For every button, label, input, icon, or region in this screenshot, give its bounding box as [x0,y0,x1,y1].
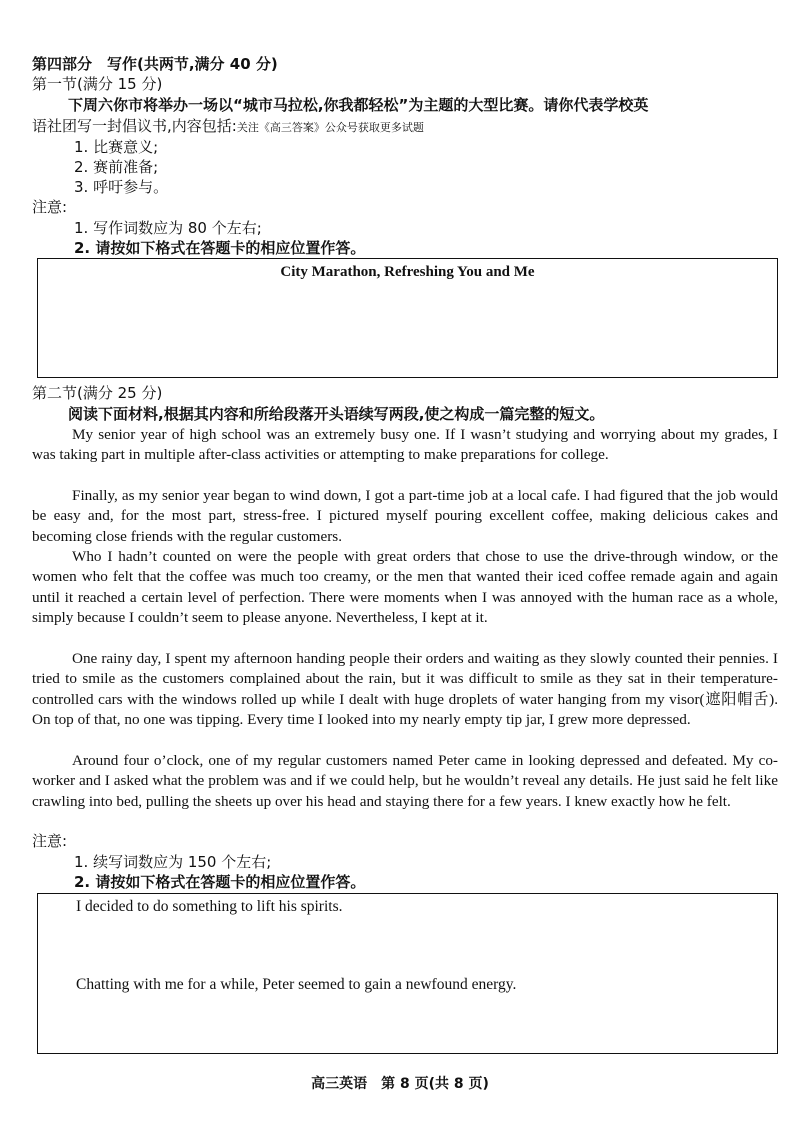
section1-item-2: 2. 赛前准备; [74,158,159,176]
watermark-text: 关注《高三答案》公众号获取更多试题 [236,121,424,134]
section2-notes-heading: 注意: [32,832,68,850]
section1-item-3: 3. 呼吁参与。 [74,178,169,196]
part-heading: 第四部分 写作(共两节,满分 40 分) [32,55,278,73]
section2-note-1: 1. 续写词数应为 150 个左右; [74,853,272,871]
section1-prompt-line2 [32,116,778,139]
prompt-line2-text: 语社团写一封倡议书,内容包括: [32,117,237,135]
section1-item-1: 1. 比赛意义; [74,138,159,156]
section1-note-2: 2. 请按如下格式在答题卡的相应位置作答。 [74,239,366,257]
passage-paragraph-1: My senior year of high school was an extremely busy one. If I wasn’t studying and worrying about my grades, I was taking part in multiple after-class activities or attempting to make preparations for college. [32,426,778,464]
passage-paragraph-3: Who I hadn’t counted on were the people with great orders that chose to use the drive-through window, or the women who felt that the coffee was much too creamy, or the men that wanted their iced coffee remade again and again until it reached a certain level of perfection. There were moments when I was annoyed with the human race as a whole, simply because I couldn’t seem to please anyone. Nevertheless, I kept at it. [32,548,778,627]
section1-notes-heading: 注意: [32,198,68,216]
answer-box-1 [37,258,778,378]
section2-heading: 第二节(满分 25 分) [32,384,163,402]
section1-prompt-line1: 下周六你市将举办一场以“城市马拉松,你我都轻松”为主题的大型比赛。请你代表学校英 [68,96,649,114]
page-footer: 高三英语 第 8 页(共 8 页) [311,1076,489,1092]
passage-paragraph-5: Around four o’clock, one of my regular customers named Peter came in looking depressed and defeated. My co-worker and I asked what the problem was and if we could help, but he wouldn’t reveal any details. He just said he felt like crawling into bed, pulling the sheets up over his head and staying there for a few years. I knew exactly how he felt. [32,752,778,810]
section2-note-2: 2. 请按如下格式在答题卡的相应位置作答。 [74,873,366,891]
section2-instruction: 阅读下面材料,根据其内容和所给段落开头语续写两段,使之构成一篇完整的短文。 [68,405,605,423]
box2-opening-line-2: Chatting with me for a while, Peter seemed to gain a newfound energy. [76,976,517,993]
box1-title: City Marathon, Refreshing You and Me [280,264,535,280]
box2-opening-line-1: I decided to do something to lift his spirits. [76,898,343,915]
section1-note-1: 1. 写作词数应为 80 个左右; [74,219,262,237]
passage-paragraph-2: Finally, as my senior year began to wind down, I got a part-time job at a local cafe. I had figured that the job would be easy and, for the most part, stress-free. I pictured myself pouring excellent coffee, making delicious cakes and becoming close friends with the regular customers. [32,487,778,545]
passage-paragraph-4: One rainy day, I spent my afternoon handing people their orders and waiting as they slowly counted their pennies. I tried to smile as the customers complained about the rain, but it was difficult to smile as they sat in their temperature-controlled cars with the windows rolled up while I dealt with huge droplets of water hanging from my visor(遮阳帽舌). On top of that, no one was tipping. Every time I looked into my nearly empty tip jar, I grew more depressed. [32,650,778,729]
answer-box-2 [37,893,778,1054]
section1-heading: 第一节(满分 15 分) [32,75,163,93]
